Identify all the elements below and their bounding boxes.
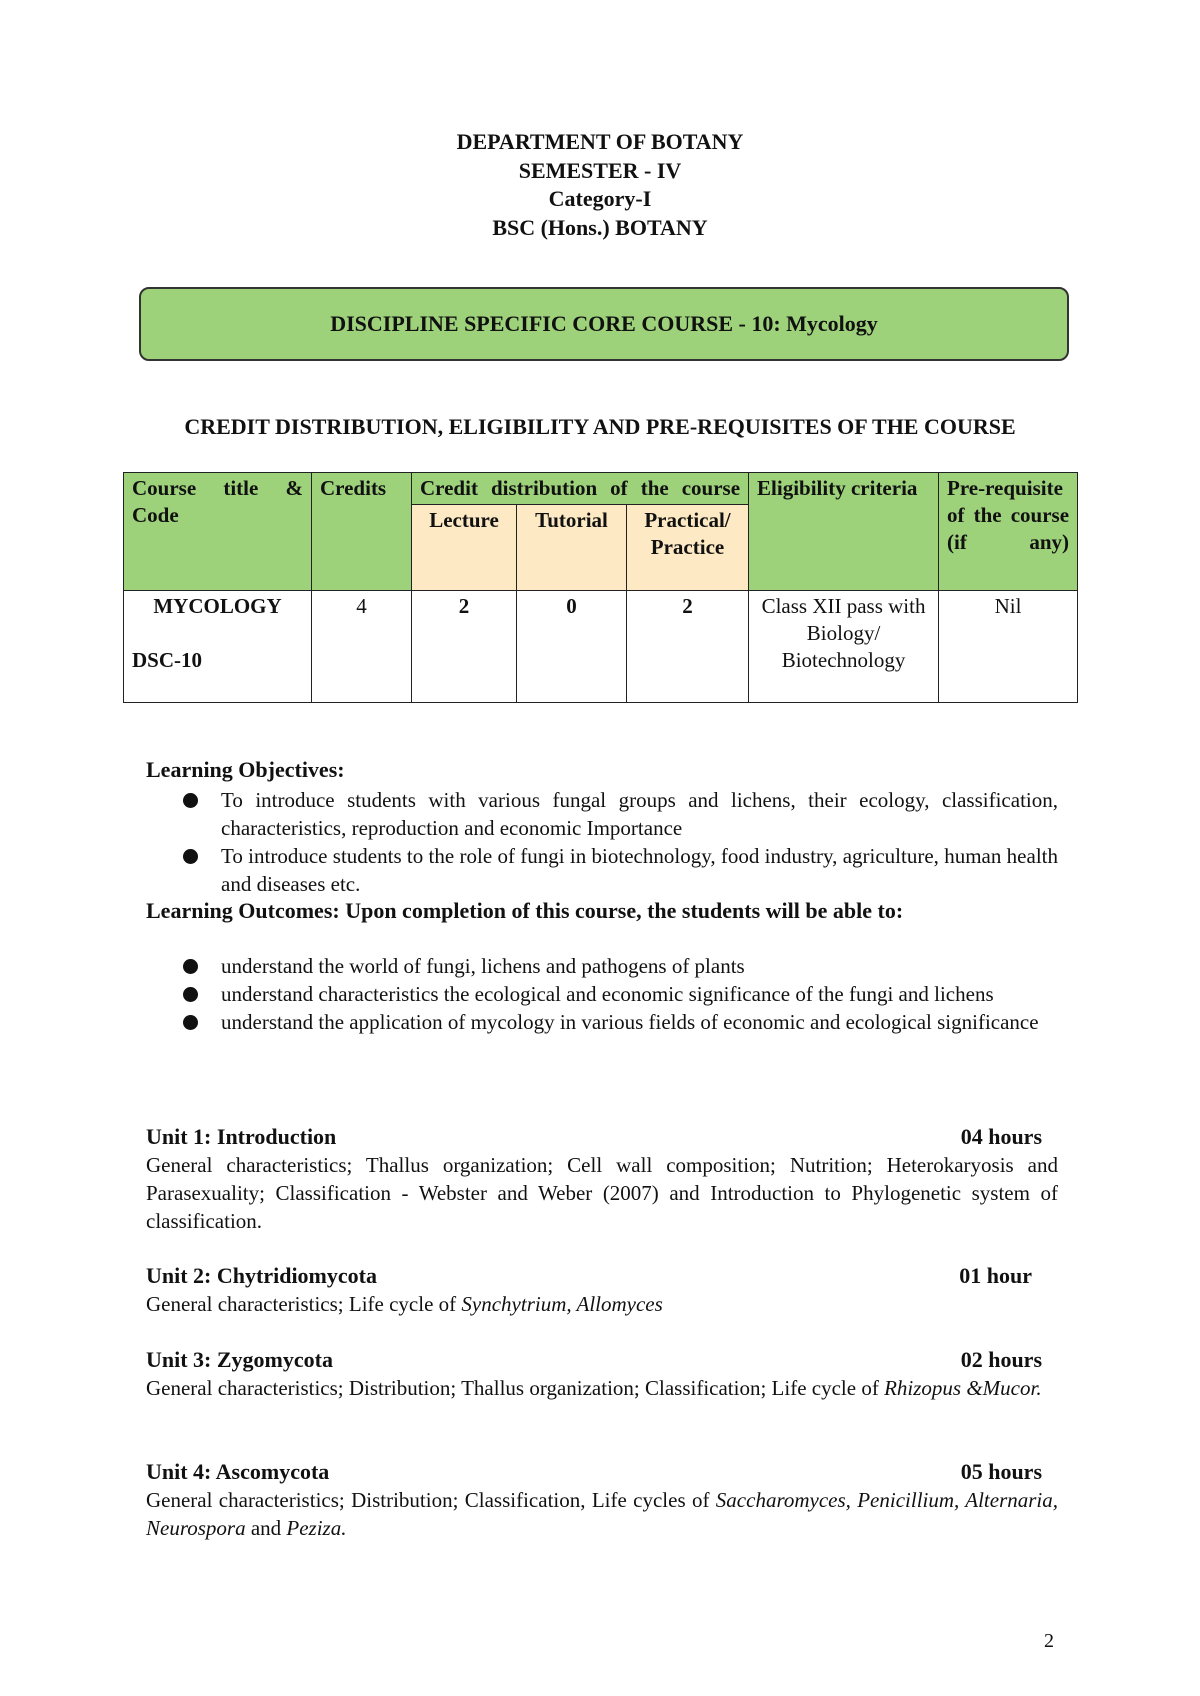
credit-table (123, 472, 1078, 703)
table-row (124, 591, 1078, 703)
section-title: CREDIT DISTRIBUTION, ELIGIBILITY AND PRE-REQUISITES OF THE COURSE (184, 414, 1016, 439)
outcomes-list (183, 952, 1058, 1036)
outcome-text: understand the world of fungi, lichens and pathogens of plants (221, 954, 745, 978)
header-course-title: Course title & Code (124, 473, 312, 591)
unit-title: Unit 3: Zygomycota (146, 1347, 333, 1372)
unit-description: General characteristics; Thallus organization; Cell wall composition; Nutrition; Heterokaryosis and Parasexuality; Classification - Webster and Weber (2007) and Introduction to Phylogenetic system of classification. (146, 1153, 1058, 1233)
unit-description: General characteristics; Distribution; Classification, Life cycles of Saccharomyces, Penicillium, Alternaria, Neurospora and Peziza. (146, 1488, 1058, 1540)
cell-eligibility: Class XII pass with Biology/ Biotechnology (749, 591, 939, 703)
outcomes-heading: Learning Outcomes: Upon completion of this course, the students will be able to: (146, 898, 904, 923)
list-item (183, 842, 1058, 898)
course-code: DSC-10 (132, 648, 203, 672)
cell-lecture: 2 (412, 591, 517, 703)
header-tutorial: Tutorial (517, 505, 627, 591)
list-item (183, 1008, 1058, 1036)
programme-title: BSC (Hons.) BOTANY (492, 214, 708, 240)
unit-title: Unit 4: Ascomycota (146, 1459, 330, 1484)
header-lecture: Lecture (412, 505, 517, 591)
cell-tutorial: 0 (517, 591, 627, 703)
objectives-heading: Learning Objectives: (146, 757, 345, 782)
unit-2 (146, 1262, 1058, 1318)
header-credit-distribution: Credit distribution of the course (412, 473, 749, 505)
page-header (0, 128, 1200, 242)
semester-title: SEMESTER - IV (518, 157, 682, 183)
unit-description: General characteristics; Life cycle of Synchytrium, Allomyces (146, 1292, 663, 1316)
unit-3 (146, 1346, 1058, 1402)
outcome-text: understand the application of mycology in various fields of economic and ecological significance (221, 1010, 1039, 1034)
list-item (183, 786, 1058, 842)
course-banner-text: DISCIPLINE SPECIFIC CORE COURSE - 10: Mycology (330, 311, 878, 336)
unit-title: Unit 1: Introduction (146, 1124, 337, 1149)
bullet-icon (183, 1015, 198, 1030)
outcome-text: understand characteristics the ecological and economic significance of the fungi and lichens (221, 982, 994, 1006)
category-title: Category-I (548, 186, 652, 211)
unit-description: General characteristics; Distribution; Thallus organization; Classification; Life cycle of Rhizopus &Mucor. (146, 1376, 1042, 1400)
bullet-icon (183, 987, 198, 1002)
cell-credits: 4 (312, 591, 412, 703)
cell-practical: 2 (627, 591, 749, 703)
header-practical: Practical/ Practice (627, 505, 749, 591)
course-banner (139, 287, 1069, 361)
header-credits: Credits (312, 473, 412, 591)
unit-hours: 05 hours (960, 1459, 1042, 1484)
page-number: 2 (1044, 1630, 1054, 1652)
unit-hours: 01 hour (959, 1263, 1032, 1288)
unit-hours: 04 hours (960, 1124, 1042, 1149)
unit-1 (146, 1123, 1058, 1235)
department-title: DEPARTMENT OF BOTANY (456, 129, 744, 154)
objective-text: To introduce students with various fungal groups and lichens, their ecology, classification, characteristics, reproduction and economic Importance (221, 788, 1058, 840)
objectives-list (183, 786, 1058, 898)
unit-4 (146, 1458, 1058, 1542)
bullet-icon (183, 849, 198, 864)
unit-title: Unit 2: Chytridiomycota (146, 1263, 377, 1288)
bullet-icon (183, 793, 198, 808)
list-item (183, 980, 1058, 1008)
cell-prerequisite: Nil (939, 591, 1078, 703)
course-name: MYCOLOGY (153, 594, 282, 618)
header-prerequisite: Pre-requisite of the course (if any) (939, 473, 1078, 591)
table-header-row (124, 473, 1078, 505)
list-item (183, 952, 1058, 980)
cell-course (124, 591, 312, 703)
bullet-icon (183, 959, 198, 974)
header-eligibility: Eligibility criteria (749, 473, 939, 591)
unit-hours: 02 hours (960, 1347, 1042, 1372)
objective-text: To introduce students to the role of fungi in biotechnology, food industry, agriculture, human health and diseases etc. (221, 844, 1058, 896)
